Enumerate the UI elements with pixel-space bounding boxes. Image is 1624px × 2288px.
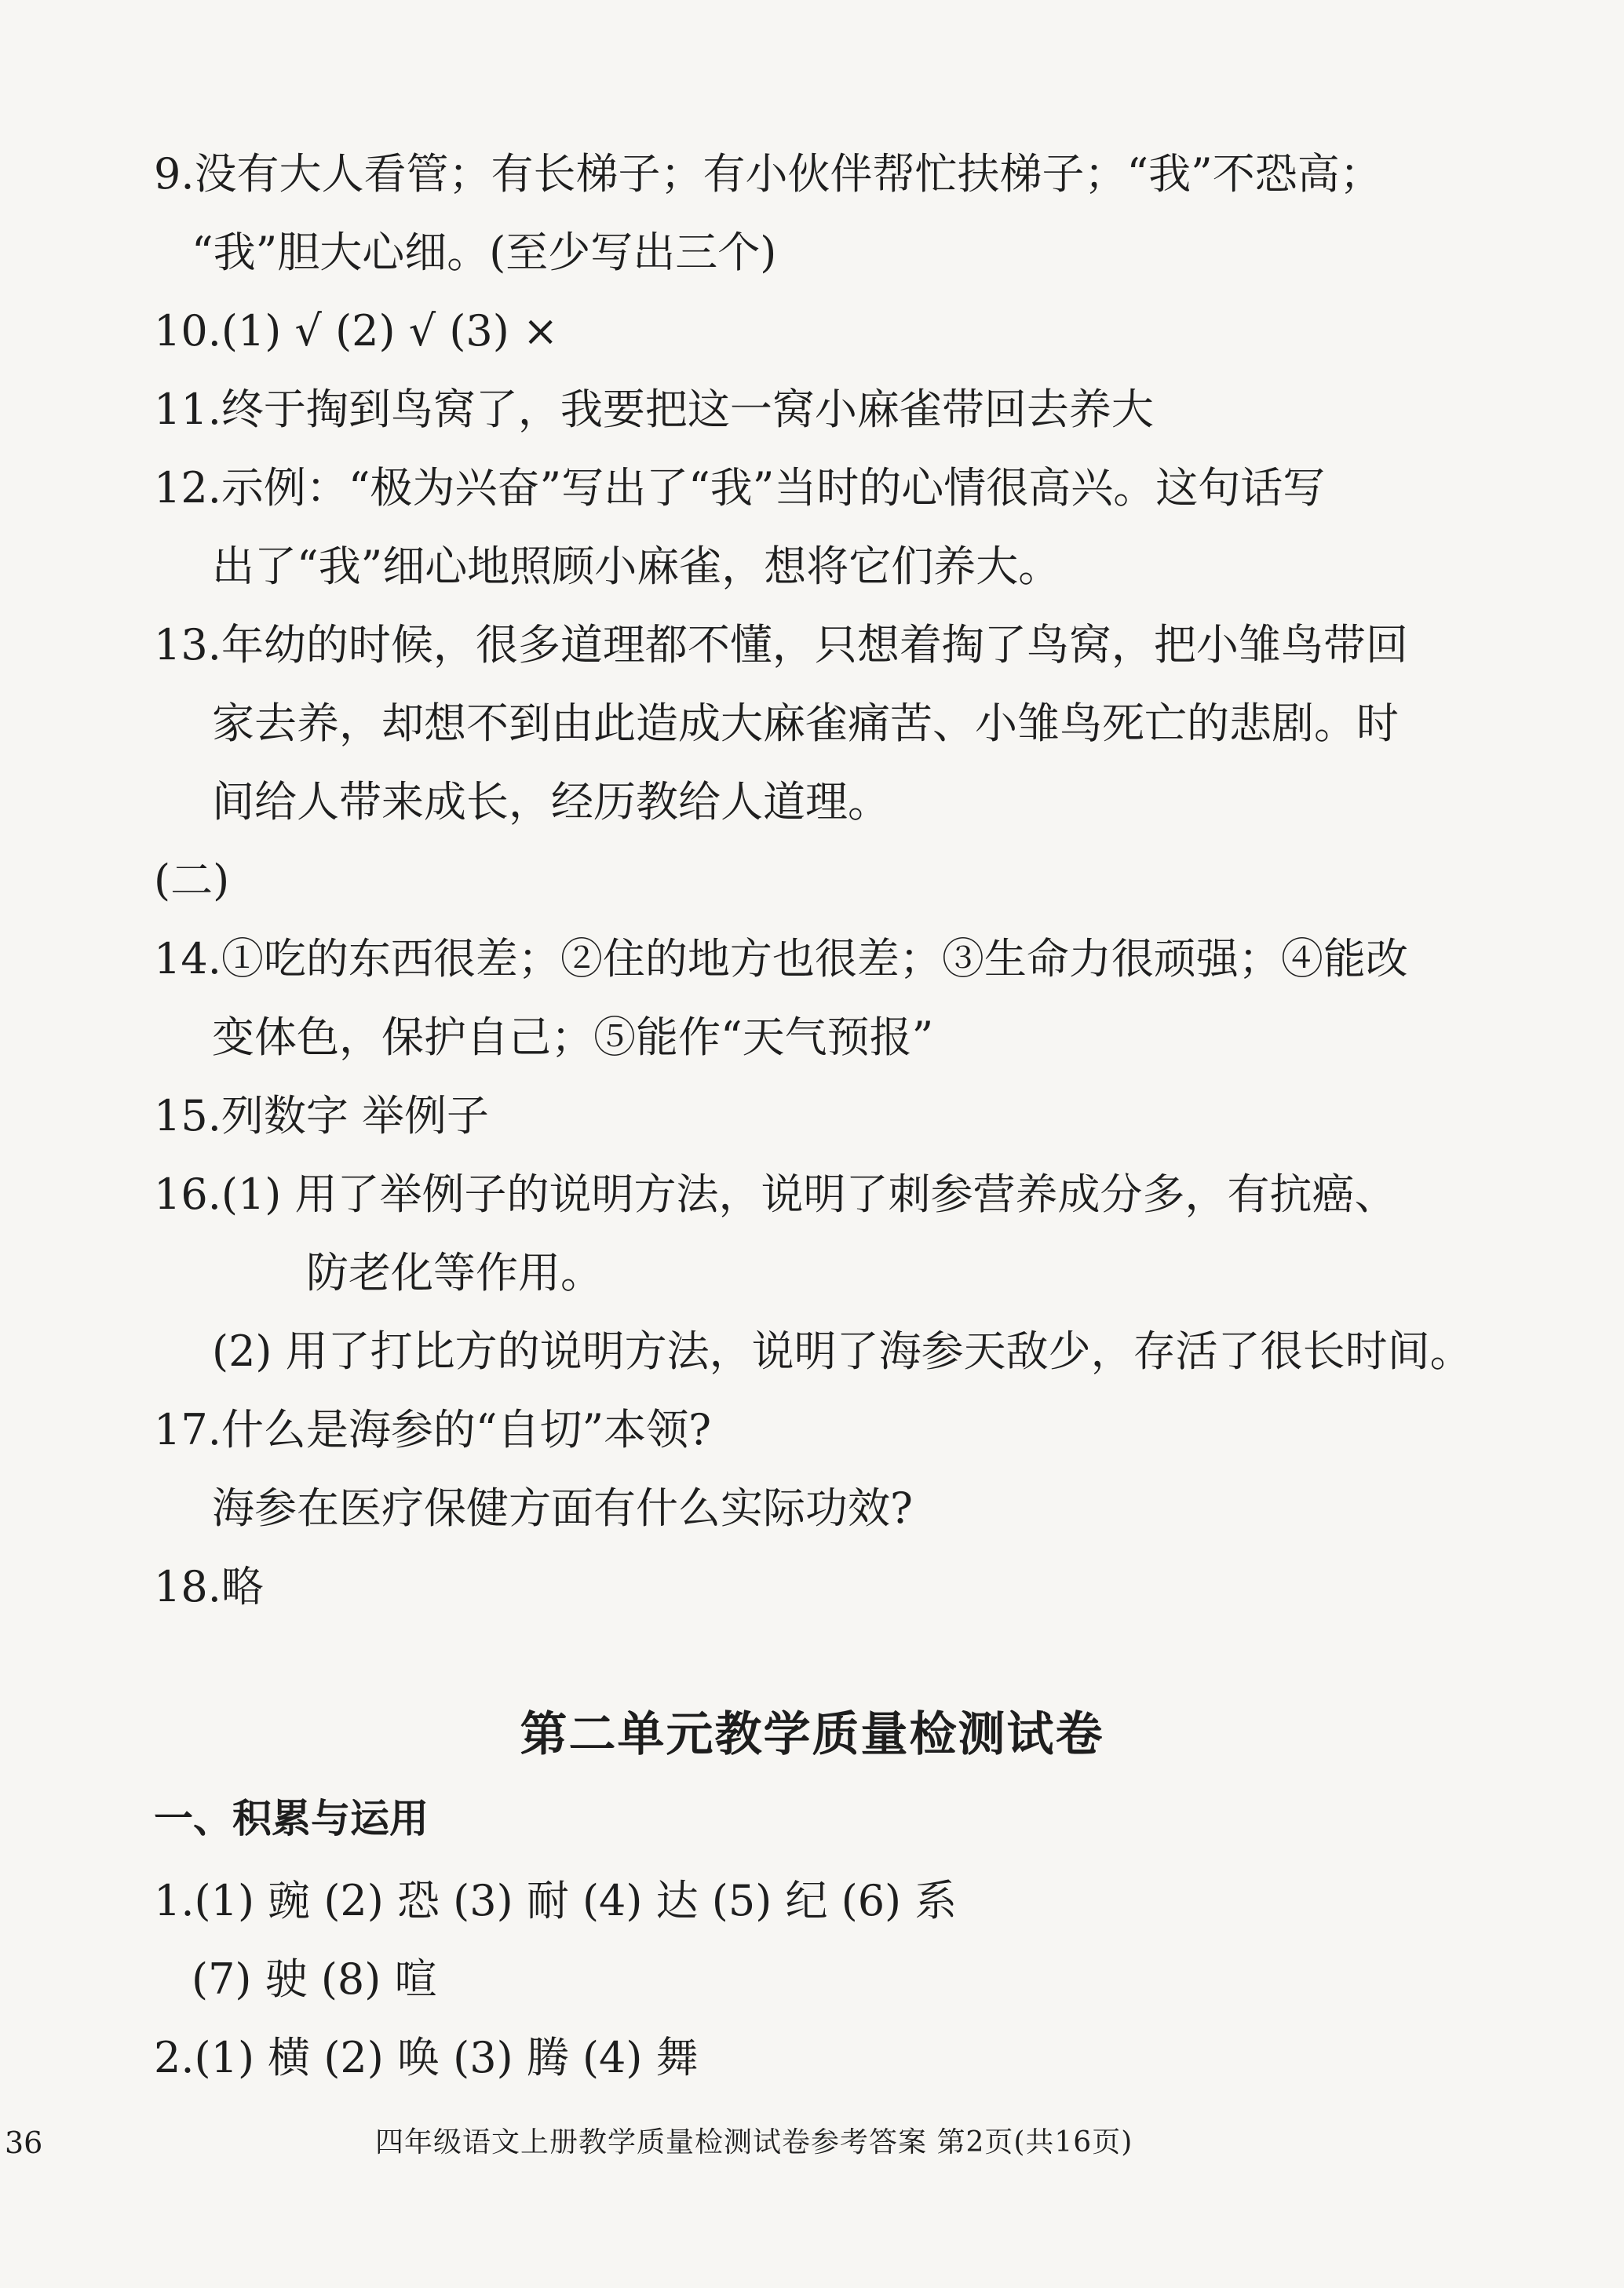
answer-line-13b: 家去养，却想不到由此造成大麻雀痛苦、小雏鸟死亡的悲剧。时: [212, 699, 1399, 748]
answer-line-9a: 9.没有大人看管；有长梯子；有小伙伴帮忙扶梯子；“我”不恐高；: [154, 149, 1382, 199]
answer-line-18: 18.略: [154, 1562, 264, 1611]
passage-heading-2: (二): [154, 856, 230, 905]
unit-answer-line-1b: (7) 驶 (8) 喧: [192, 1954, 437, 2004]
answer-line-17b: 海参在医疗保健方面有什么实际功效?: [212, 1483, 913, 1533]
unit-answer-line-2: 2.(1) 横 (2) 唤 (3) 腾 (4) 舞: [154, 2033, 699, 2082]
answer-line-16c: (2) 用了打比方的说明方法，说明了海参天敌少，存活了很长时间。: [212, 1326, 1473, 1376]
unit-title: 第二单元教学质量检测试卷: [520, 1707, 1104, 1762]
answer-line-12b: 出了“我”细心地照顾小麻雀，想将它们养大。: [212, 542, 1061, 591]
answer-line-17a: 17.什么是海参的“自切”本领?: [154, 1405, 712, 1454]
answer-line-11: 11.终于掏到鸟窝了，我要把这一窝小麻雀带回去养大: [154, 385, 1154, 434]
answer-line-15: 15.列数字 举例子: [154, 1091, 490, 1140]
answer-line-16a: 16.(1) 用了举例子的说明方法，说明了刺参营养成分多，有抗癌、: [154, 1170, 1397, 1219]
answer-line-14a: 14.①吃的东西很差；②住的地方也很差；③生命力很顽强；④能改: [154, 934, 1408, 983]
answer-line-12a: 12.示例：“极为兴奋”写出了“我”当时的心情很高兴。这句话写: [154, 463, 1326, 513]
answer-line-16b: 防老化等作用。: [306, 1248, 603, 1297]
page-number: 36: [5, 2126, 43, 2160]
answer-line-14b: 变体色，保护自己；⑤能作“天气预报”: [212, 1013, 934, 1062]
answer-line-13c: 间给人带来成长，经历教给人道理。: [212, 777, 890, 827]
footer-text: 四年级语文上册教学质量检测试卷参考答案 第2页(共16页): [375, 2126, 1133, 2158]
unit-answer-line-1a: 1.(1) 豌 (2) 恐 (3) 耐 (4) 达 (5) 纪 (6) 系: [154, 1876, 958, 1925]
answer-line-13a: 13.年幼的时候，很多道理都不懂，只想着掏了鸟窝，把小雏鸟带回: [154, 620, 1408, 670]
answer-line-9b: “我”胆大心细。(至少写出三个): [192, 228, 777, 277]
answer-line-10: 10.(1) √ (2) √ (3) ×: [154, 306, 559, 356]
section-heading: 一、积累与运用: [154, 1796, 429, 1841]
